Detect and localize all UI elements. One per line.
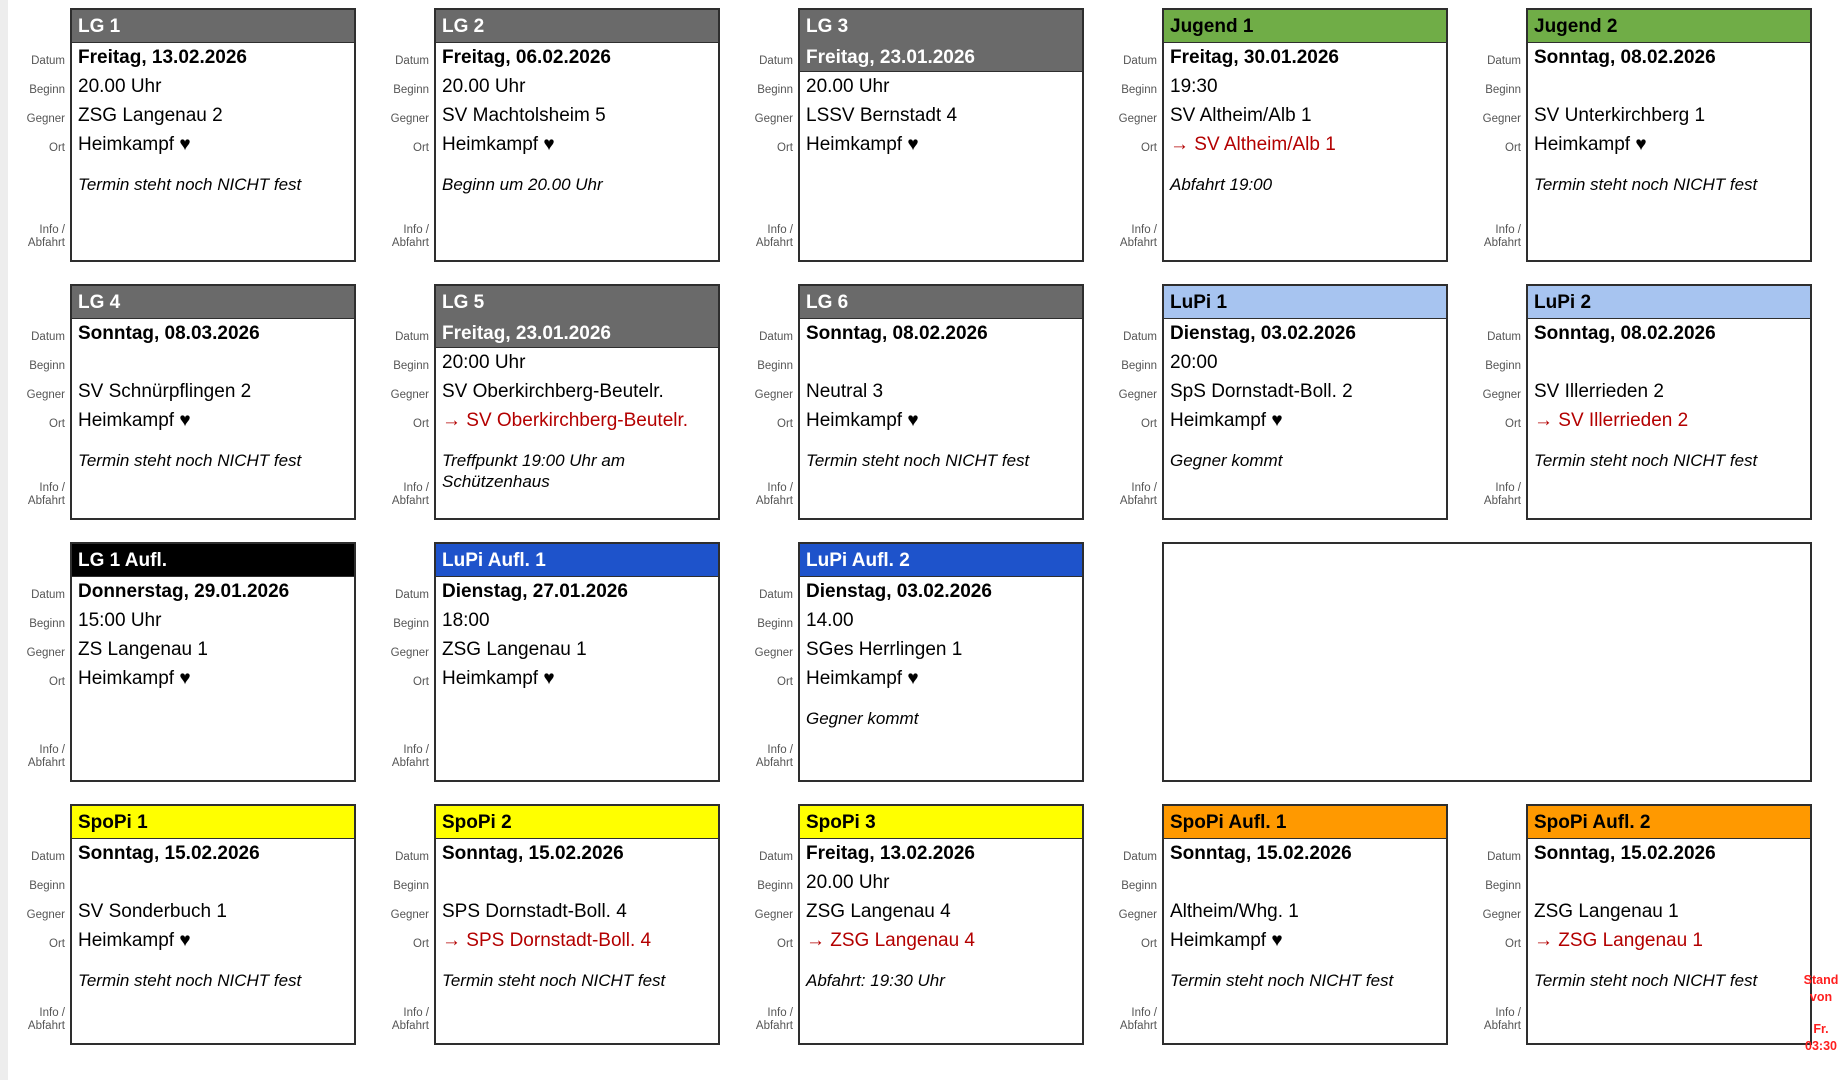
- row-label-gegner: Gegner: [1482, 389, 1521, 401]
- row-label-beginn: Beginn: [393, 84, 429, 96]
- match-card-spopi-2: [434, 804, 720, 1045]
- empty-slot-panel: [1100, 542, 1828, 782]
- row-label-info-line2: Abfahrt: [1483, 495, 1521, 507]
- row-label-info-line2: Abfahrt: [755, 757, 793, 769]
- card-title: LG 2: [436, 10, 718, 43]
- card-title: LG 6: [800, 286, 1082, 319]
- row-labels: [1464, 284, 1526, 520]
- row-label-gegner: Gegner: [1118, 909, 1157, 921]
- row-label-gegner: Gegner: [754, 909, 793, 921]
- beginn-value: [1164, 868, 1446, 897]
- row-labels: [372, 804, 434, 1045]
- card-title: LuPi 2: [1528, 286, 1810, 319]
- row-label-ort: Ort: [1141, 142, 1157, 154]
- card-unit-lg-2: [372, 8, 736, 262]
- row-label-ort: Ort: [413, 418, 429, 430]
- beginn-value: 19:30: [1170, 76, 1218, 97]
- match-card-lg-1: [70, 8, 356, 262]
- row-label-ort: Ort: [49, 676, 65, 688]
- ort-value: Heimkampf ♥: [78, 410, 191, 431]
- gegner-value: ZSG Langenau 1: [1534, 901, 1679, 922]
- row-label-datum: Datum: [1123, 331, 1157, 343]
- datum-value: Freitag, 23.01.2026: [436, 319, 718, 348]
- match-card-lupi-1: [1162, 284, 1448, 520]
- row-label-gegner: Gegner: [390, 113, 429, 125]
- row-label-info-line1: Info /: [39, 1007, 65, 1019]
- match-card-lg-4: [70, 284, 356, 520]
- gegner-value: SpS Dornstadt-Boll. 2: [1170, 381, 1353, 402]
- gegner-value: SV Unterkirchberg 1: [1534, 105, 1706, 126]
- card-title: LG 5: [436, 286, 718, 319]
- row-labels: [1100, 284, 1162, 520]
- card-unit-spopi-2: [372, 804, 736, 1045]
- card-title: Jugend 2: [1528, 10, 1810, 43]
- row-label-ort: Ort: [49, 418, 65, 430]
- row-labels: [8, 284, 70, 520]
- card-unit-lupi-1: [1100, 284, 1464, 520]
- match-card-lg-5: [434, 284, 720, 520]
- match-card-spopi-aufl-2: [1526, 804, 1812, 1045]
- gegner-value: Altheim/Whg. 1: [1170, 901, 1299, 922]
- row-label-info-abfahrt: [736, 435, 798, 520]
- row-label-beginn: Beginn: [1485, 880, 1521, 892]
- datum-value: Sonntag, 15.02.2026: [1170, 843, 1352, 864]
- row-label-datum: Datum: [395, 55, 429, 67]
- card-title: LG 1 Aufl.: [72, 544, 354, 577]
- beginn-value: [72, 348, 354, 377]
- beginn-value: [800, 348, 1082, 377]
- row-label-info-line1: Info /: [767, 1007, 793, 1019]
- row-label-datum: Datum: [31, 55, 65, 67]
- row-label-info-line2: Abfahrt: [27, 237, 65, 249]
- row-label-info-line2: Abfahrt: [27, 495, 65, 507]
- row-label-info-abfahrt: [1100, 159, 1162, 262]
- match-card-lupi-aufl-1: [434, 542, 720, 782]
- ort-value: Heimkampf ♥: [78, 668, 191, 689]
- row-label-datum: Datum: [759, 55, 793, 67]
- row-label-info-abfahrt: [1464, 159, 1526, 262]
- row-label-datum: Datum: [759, 331, 793, 343]
- ort-value: Heimkampf ♥: [1534, 134, 1647, 155]
- row-label-ort: Ort: [413, 142, 429, 154]
- row-label-info-line1: Info /: [39, 224, 65, 236]
- gegner-value: SV Oberkirchberg-Beutelr.: [442, 381, 664, 402]
- row-label-beginn: Beginn: [1121, 84, 1157, 96]
- match-card-lg-1-aufl: [70, 542, 356, 782]
- row-label-gegner: Gegner: [390, 389, 429, 401]
- datum-value: Sonntag, 08.02.2026: [1534, 47, 1716, 68]
- beginn-value: 15:00 Uhr: [78, 610, 162, 631]
- beginn-value: [72, 868, 354, 897]
- row-label-ort: Ort: [413, 676, 429, 688]
- ort-value: Heimkampf ♥: [78, 134, 191, 155]
- datum-value: Sonntag, 15.02.2026: [442, 843, 624, 864]
- row-label-datum: Datum: [759, 851, 793, 863]
- row-label-info-line2: Abfahrt: [391, 1020, 429, 1032]
- row-label-datum: Datum: [31, 851, 65, 863]
- match-card-lg-2: [434, 8, 720, 262]
- ort-value: Heimkampf ♥: [806, 410, 919, 431]
- row-label-beginn: Beginn: [757, 84, 793, 96]
- ort-value: Heimkampf ♥: [442, 668, 555, 689]
- row-label-gegner: Gegner: [1118, 113, 1157, 125]
- row-label-info-abfahrt: [372, 159, 434, 262]
- match-card-spopi-1: [70, 804, 356, 1045]
- row-label-ort: Ort: [1505, 418, 1521, 430]
- ort-value: → ZSG Langenau 1: [1534, 930, 1703, 951]
- row-labels: [1464, 8, 1526, 262]
- row-label-gegner: Gegner: [26, 389, 65, 401]
- card-title: SpoPi 2: [436, 806, 718, 839]
- datum-value: Sonntag, 15.02.2026: [78, 843, 260, 864]
- stand-note-line: 03:30: [1805, 1039, 1837, 1053]
- row-label-info-abfahrt: [1100, 435, 1162, 520]
- row-label-info-line1: Info /: [1131, 224, 1157, 236]
- row-label-datum: Datum: [395, 589, 429, 601]
- card-unit-spopi-1: [8, 804, 372, 1045]
- info-abfahrt-value: [72, 693, 354, 780]
- row-label-datum: Datum: [1487, 331, 1521, 343]
- datum-value: Dienstag, 03.02.2026: [1170, 323, 1356, 344]
- row-label-info-line2: Abfahrt: [1119, 1020, 1157, 1032]
- row-label-beginn: Beginn: [29, 880, 65, 892]
- page-left-edge-strip: [0, 0, 8, 1080]
- row-label-info-line1: Info /: [1495, 482, 1521, 494]
- ort-value: Heimkampf ♥: [78, 930, 191, 951]
- row-label-gegner: Gegner: [26, 113, 65, 125]
- row-label-beginn: Beginn: [393, 618, 429, 630]
- datum-value: Sonntag, 08.03.2026: [78, 323, 260, 344]
- beginn-value: [1528, 72, 1810, 101]
- card-unit-spopi-aufl-2: [1464, 804, 1828, 1045]
- info-abfahrt-value: Termin steht noch NICHT fest: [78, 451, 302, 470]
- ort-value: Heimkampf ♥: [806, 668, 919, 689]
- card-title: LuPi 1: [1164, 286, 1446, 319]
- row-label-beginn: Beginn: [1485, 360, 1521, 372]
- info-abfahrt-value: Treffpunkt 19:00 Uhr am Schützenhaus: [442, 451, 625, 491]
- ort-value: → ZSG Langenau 4: [806, 930, 975, 951]
- info-abfahrt-value: Termin steht noch NICHT fest: [806, 451, 1030, 470]
- beginn-value: 20:00: [1170, 352, 1218, 373]
- row-label-datum: Datum: [1123, 55, 1157, 67]
- beginn-value: [1528, 868, 1810, 897]
- row-label-info-line2: Abfahrt: [755, 495, 793, 507]
- row-label-info-line1: Info /: [767, 744, 793, 756]
- row-label-info-line1: Info /: [403, 744, 429, 756]
- row-labels: [736, 284, 798, 520]
- beginn-value: 20.00 Uhr: [442, 76, 526, 97]
- row-label-info-abfahrt: [736, 693, 798, 782]
- card-title: LuPi Aufl. 2: [800, 544, 1082, 577]
- info-abfahrt-value: Termin steht noch NICHT fest: [442, 971, 666, 990]
- card-title: SpoPi Aufl. 2: [1528, 806, 1810, 839]
- row-labels: [372, 8, 434, 262]
- card-unit-lg-5: [372, 284, 736, 520]
- ort-value: Heimkampf ♥: [442, 134, 555, 155]
- ort-value: Heimkampf ♥: [1170, 930, 1283, 951]
- row-label-ort: Ort: [777, 142, 793, 154]
- row-label-ort: Ort: [777, 938, 793, 950]
- row-label-info-abfahrt: [736, 955, 798, 1045]
- row-label-beginn: Beginn: [29, 618, 65, 630]
- row-label-gegner: Gegner: [754, 647, 793, 659]
- row-label-info-abfahrt: [372, 693, 434, 782]
- datum-value: Sonntag, 08.02.2026: [1534, 323, 1716, 344]
- row-label-ort: Ort: [777, 676, 793, 688]
- card-unit-lupi-aufl-1: [372, 542, 736, 782]
- row-label-datum: Datum: [1123, 851, 1157, 863]
- beginn-value: 20:00 Uhr: [442, 352, 526, 373]
- row-label-info-line1: Info /: [1131, 482, 1157, 494]
- datum-value: Donnerstag, 29.01.2026: [78, 581, 290, 602]
- row-label-info-abfahrt: [8, 159, 70, 262]
- ort-value: Heimkampf ♥: [1170, 410, 1283, 431]
- info-abfahrt-value: Termin steht noch NICHT fest: [1534, 451, 1758, 470]
- row-label-beginn: Beginn: [29, 84, 65, 96]
- row-label-datum: Datum: [1487, 55, 1521, 67]
- row-labels: [736, 542, 798, 782]
- row-label-info-line2: Abfahrt: [1483, 237, 1521, 249]
- beginn-value: [436, 868, 718, 897]
- gegner-value: SV Machtolsheim 5: [442, 105, 606, 126]
- beginn-value: 20.00 Uhr: [78, 76, 162, 97]
- gegner-value: ZSG Langenau 2: [78, 105, 223, 126]
- info-abfahrt-value: Termin steht noch NICHT fest: [78, 175, 302, 194]
- row-label-info-line1: Info /: [1495, 224, 1521, 236]
- row-label-info-abfahrt: [372, 435, 434, 520]
- card-unit-lg-1: [8, 8, 372, 262]
- datum-value: Sonntag, 08.02.2026: [806, 323, 988, 344]
- row-label-gegner: Gegner: [1118, 389, 1157, 401]
- ort-value: → SV Oberkirchberg-Beutelr.: [442, 410, 689, 431]
- row-label-info-abfahrt: [1100, 955, 1162, 1045]
- row-label-beginn: Beginn: [1121, 880, 1157, 892]
- row-labels: [1100, 804, 1162, 1045]
- row-label-info-line2: Abfahrt: [27, 1020, 65, 1032]
- row-label-ort: Ort: [1141, 938, 1157, 950]
- beginn-value: [1528, 348, 1810, 377]
- row-label-info-abfahrt: [8, 955, 70, 1045]
- gegner-value: SV Altheim/Alb 1: [1170, 105, 1312, 126]
- match-card-spopi-aufl-1: [1162, 804, 1448, 1045]
- row-label-info-line2: Abfahrt: [391, 495, 429, 507]
- row-label-info-line1: Info /: [1131, 1007, 1157, 1019]
- row-label-info-line1: Info /: [39, 744, 65, 756]
- row-label-ort: Ort: [1505, 938, 1521, 950]
- row-label-info-line2: Abfahrt: [755, 1020, 793, 1032]
- stand-note-line: Stand: [1803, 973, 1839, 987]
- ort-value: → SV Altheim/Alb 1: [1170, 134, 1336, 155]
- info-abfahrt-value: Gegner kommt: [806, 709, 919, 728]
- row-label-gegner: Gegner: [26, 647, 65, 659]
- card-title: SpoPi Aufl. 1: [1164, 806, 1446, 839]
- row-label-info-line2: Abfahrt: [391, 237, 429, 249]
- stand-note: [1799, 972, 1843, 1055]
- info-abfahrt-value: Termin steht noch NICHT fest: [1534, 175, 1758, 194]
- card-unit-lg-4: [8, 284, 372, 520]
- datum-value: Dienstag, 03.02.2026: [806, 581, 992, 602]
- row-labels: [8, 8, 70, 262]
- row-labels: [8, 542, 70, 782]
- gegner-value: ZSG Langenau 1: [442, 639, 587, 660]
- datum-value: Sonntag, 15.02.2026: [1534, 843, 1716, 864]
- info-abfahrt-value: Abfahrt 19:00: [1170, 175, 1273, 194]
- row-label-ort: Ort: [777, 418, 793, 430]
- info-abfahrt-value: Termin steht noch NICHT fest: [1534, 971, 1758, 990]
- row-label-beginn: Beginn: [393, 880, 429, 892]
- row-label-datum: Datum: [31, 589, 65, 601]
- ort-value: → SPS Dornstadt-Boll. 4: [442, 930, 652, 951]
- row-label-gegner: Gegner: [26, 909, 65, 921]
- row-label-datum: Datum: [1487, 851, 1521, 863]
- row-label-ort: Ort: [49, 142, 65, 154]
- row-label-info-line1: Info /: [1495, 1007, 1521, 1019]
- info-abfahrt-value: Beginn um 20.00 Uhr: [442, 175, 603, 194]
- match-card-lupi-2: [1526, 284, 1812, 520]
- datum-value: Freitag, 06.02.2026: [442, 47, 611, 68]
- gegner-value: SPS Dornstadt-Boll. 4: [442, 901, 627, 922]
- datum-value: Freitag, 13.02.2026: [78, 47, 247, 68]
- stand-note-line: von: [1809, 990, 1833, 1004]
- info-abfahrt-value: Gegner kommt: [1170, 451, 1283, 470]
- row-label-info-abfahrt: [8, 693, 70, 782]
- row-label-datum: Datum: [759, 589, 793, 601]
- row-label-info-line2: Abfahrt: [755, 237, 793, 249]
- info-abfahrt-value: Abfahrt: 19:30 Uhr: [806, 971, 945, 990]
- row-label-datum: Datum: [31, 331, 65, 343]
- row-label-info-abfahrt: [8, 435, 70, 520]
- row-label-beginn: Beginn: [757, 618, 793, 630]
- row-labels: [372, 284, 434, 520]
- row-label-gegner: Gegner: [390, 647, 429, 659]
- beginn-value: 20.00 Uhr: [806, 872, 890, 893]
- row-label-ort: Ort: [49, 938, 65, 950]
- match-card-lupi-aufl-2: [798, 542, 1084, 782]
- row-label-info-abfahrt: [736, 159, 798, 262]
- card-title: SpoPi 1: [72, 806, 354, 839]
- match-card-lg-3: [798, 8, 1084, 262]
- empty-slot-gutter: [1100, 542, 1162, 782]
- schedule-grid: [8, 8, 1828, 1045]
- card-title: LG 1: [72, 10, 354, 43]
- info-abfahrt-value: Termin steht noch NICHT fest: [78, 971, 302, 990]
- info-abfahrt-value: Termin steht noch NICHT fest: [1170, 971, 1394, 990]
- row-label-info-abfahrt: [1464, 435, 1526, 520]
- info-abfahrt-value: [436, 693, 718, 780]
- row-label-beginn: Beginn: [1485, 84, 1521, 96]
- card-unit-lg-6: [736, 284, 1100, 520]
- card-title: Jugend 1: [1164, 10, 1446, 43]
- stand-note-line: Fr.: [1813, 1022, 1829, 1036]
- card-unit-jugend-2: [1464, 8, 1828, 262]
- row-label-ort: Ort: [1141, 418, 1157, 430]
- info-abfahrt-value: [800, 159, 1082, 260]
- row-label-info-line1: Info /: [39, 482, 65, 494]
- row-labels: [736, 804, 798, 1045]
- card-title: LG 3: [800, 10, 1082, 43]
- gegner-value: Neutral 3: [806, 381, 884, 402]
- datum-value: Freitag, 13.02.2026: [806, 843, 975, 864]
- card-unit-jugend-1: [1100, 8, 1464, 262]
- row-label-gegner: Gegner: [754, 389, 793, 401]
- row-labels: [1100, 8, 1162, 262]
- gegner-value: LSSV Bernstadt 4: [806, 105, 958, 126]
- row-labels: [736, 8, 798, 262]
- row-label-ort: Ort: [1505, 142, 1521, 154]
- row-label-gegner: Gegner: [1482, 909, 1521, 921]
- row-label-info-line2: Abfahrt: [391, 757, 429, 769]
- row-label-info-abfahrt: [372, 955, 434, 1045]
- row-label-gegner: Gegner: [754, 113, 793, 125]
- match-card-lg-6: [798, 284, 1084, 520]
- datum-value: Dienstag, 27.01.2026: [442, 581, 628, 602]
- card-unit-lupi-2: [1464, 284, 1828, 520]
- match-card-jugend-2: [1526, 8, 1812, 262]
- row-label-ort: Ort: [413, 938, 429, 950]
- card-title: SpoPi 3: [800, 806, 1082, 839]
- datum-value: Freitag, 30.01.2026: [1170, 47, 1339, 68]
- row-label-info-line2: Abfahrt: [1483, 1020, 1521, 1032]
- card-title: LG 4: [72, 286, 354, 319]
- row-label-beginn: Beginn: [1121, 360, 1157, 372]
- row-label-beginn: Beginn: [393, 360, 429, 372]
- beginn-value: 18:00: [442, 610, 490, 631]
- row-label-beginn: Beginn: [29, 360, 65, 372]
- row-label-info-abfahrt: [1464, 955, 1526, 1045]
- datum-value: Freitag, 23.01.2026: [800, 43, 1082, 72]
- row-label-datum: Datum: [395, 331, 429, 343]
- beginn-value: 14.00: [806, 610, 854, 631]
- match-card-jugend-1: [1162, 8, 1448, 262]
- card-unit-lg-3: [736, 8, 1100, 262]
- gegner-value: SGes Herrlingen 1: [806, 639, 963, 660]
- card-unit-spopi-3: [736, 804, 1100, 1045]
- card-title: LuPi Aufl. 1: [436, 544, 718, 577]
- ort-value: → SV Illerrieden 2: [1534, 410, 1689, 431]
- gegner-value: ZS Langenau 1: [78, 639, 208, 660]
- gegner-value: ZSG Langenau 4: [806, 901, 951, 922]
- row-label-beginn: Beginn: [757, 360, 793, 372]
- row-label-beginn: Beginn: [757, 880, 793, 892]
- empty-slot-box: [1162, 542, 1812, 782]
- row-label-datum: Datum: [395, 851, 429, 863]
- gegner-value: SV Sonderbuch 1: [78, 901, 227, 922]
- row-label-gegner: Gegner: [1482, 113, 1521, 125]
- row-labels: [8, 804, 70, 1045]
- gegner-value: SV Illerrieden 2: [1534, 381, 1664, 402]
- row-label-info-line1: Info /: [403, 482, 429, 494]
- card-unit-lupi-aufl-2: [736, 542, 1100, 782]
- row-labels: [1464, 804, 1526, 1045]
- match-card-spopi-3: [798, 804, 1084, 1045]
- row-label-info-line1: Info /: [767, 224, 793, 236]
- row-label-info-line1: Info /: [403, 224, 429, 236]
- row-labels: [372, 542, 434, 782]
- card-unit-spopi-aufl-1: [1100, 804, 1464, 1045]
- row-label-info-line2: Abfahrt: [1119, 495, 1157, 507]
- row-label-info-line1: Info /: [403, 1007, 429, 1019]
- beginn-value: 20.00 Uhr: [806, 76, 890, 97]
- ort-value: Heimkampf ♥: [806, 134, 919, 155]
- gegner-value: SV Schnürpflingen 2: [78, 381, 252, 402]
- row-label-gegner: Gegner: [390, 909, 429, 921]
- row-label-info-line1: Info /: [767, 482, 793, 494]
- row-label-info-line2: Abfahrt: [27, 757, 65, 769]
- card-unit-lg-1-aufl: [8, 542, 372, 782]
- row-label-info-line2: Abfahrt: [1119, 237, 1157, 249]
